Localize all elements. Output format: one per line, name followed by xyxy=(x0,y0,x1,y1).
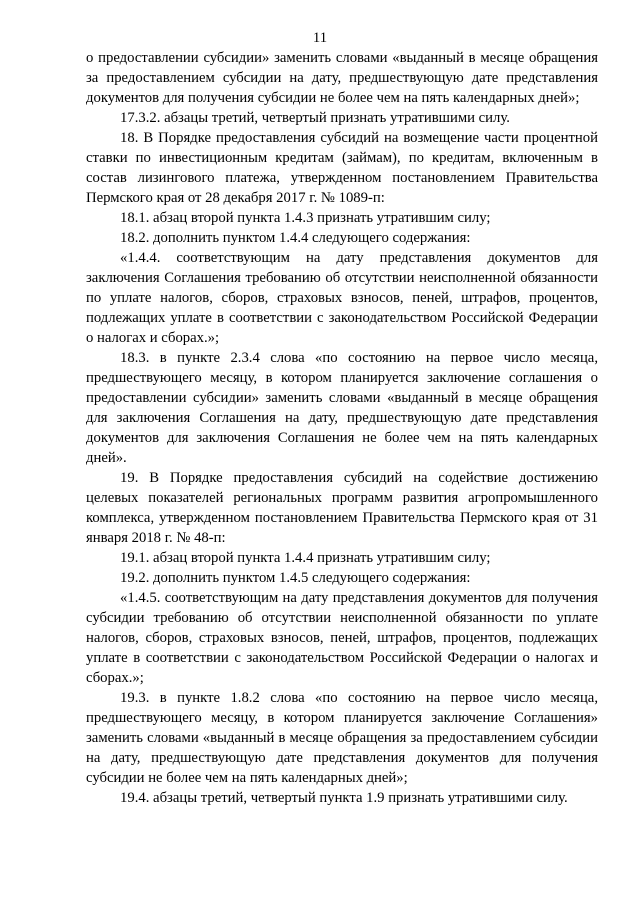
paragraph: 18.3. в пункте 2.3.4 слова «по состоянию на первое число месяца, предшествующего месяцу, в котором планируется заключение соглашения о предоставлении субсидии» заменить словами «выданный в месяце обращения для заключения Соглашения на дату, предшествующую дате представления документов для заключения Соглашения не более чем на пять календарных дней». xyxy=(86,350,598,466)
paragraph: 17.3.2. абзацы третий, четвертый признать утратившими силу. xyxy=(120,110,510,126)
paragraph: 18.2. дополнить пунктом 1.4.4 следующего содержания: xyxy=(120,230,471,246)
paragraph: о предоставлении субсидии» заменить словами «выданный в месяце обращения за предоставлением субсидии на дату, предшествующую дате представления документов для получения субсидии не более чем на пять календарных дней»; xyxy=(86,50,598,106)
paragraph: 19.1. абзац второй пункта 1.4.4 признать утратившим силу; xyxy=(120,550,491,566)
paragraph: «1.4.4. соответствующим на дату представления документов для заключения Соглашения требованию об отсутствии неисполненной обязанности по уплате налогов, сборов, страховых взносов, пеней, штрафов, процентов, подлежащих уплате в соответствии с законодательством Российской Федерации о налогах и сборах.»; xyxy=(86,250,598,346)
paragraph: 19.3. в пункте 1.8.2 слова «по состоянию на первое число месяца, предшествующего месяцу, в котором планируется заключение Соглашения» заменить словами «выданный в месяце обращения за предоставлением субсидии на дату, предшествующую дате представления документов для получения субсидии не более чем на пять календарных дней»; xyxy=(86,690,598,786)
paragraph: 19. В Порядке предоставления субсидий на содействие достижению целевых показателей региональных программ развития агропромышленного комплекса, утвержденном постановлением Правительства Пермского края от 31 января 2018 г. № 48-п: xyxy=(86,470,598,546)
page-number: 11 xyxy=(312,30,328,46)
document-body xyxy=(86,48,598,808)
paragraph: 19.2. дополнить пунктом 1.4.5 следующего содержания: xyxy=(120,570,471,586)
paragraph: 19.4. абзацы третий, четвертый пункта 1.9 признать утратившими силу. xyxy=(120,790,568,806)
paragraph: 18.1. абзац второй пункта 1.4.3 признать утратившим силу; xyxy=(120,210,491,226)
paragraph: 18. В Порядке предоставления субсидий на возмещение части процентной ставки по инвестиционным кредитам (займам), по кредитам, включенным в состав лизингового платежа, утвержденном постановлением Правительства Пермского края от 28 декабря 2017 г. № 1089-п: xyxy=(86,130,598,206)
paragraph: «1.4.5. соответствующим на дату представления документов для получения субсидии требованию об отсутствии неисполненной обязанности по уплате налогов, сборов, страховых взносов, пеней, штрафов, процентов, подлежащих уплате в соответствии с законодательством Российской Федерации о налогах и сборах.»; xyxy=(86,590,598,686)
